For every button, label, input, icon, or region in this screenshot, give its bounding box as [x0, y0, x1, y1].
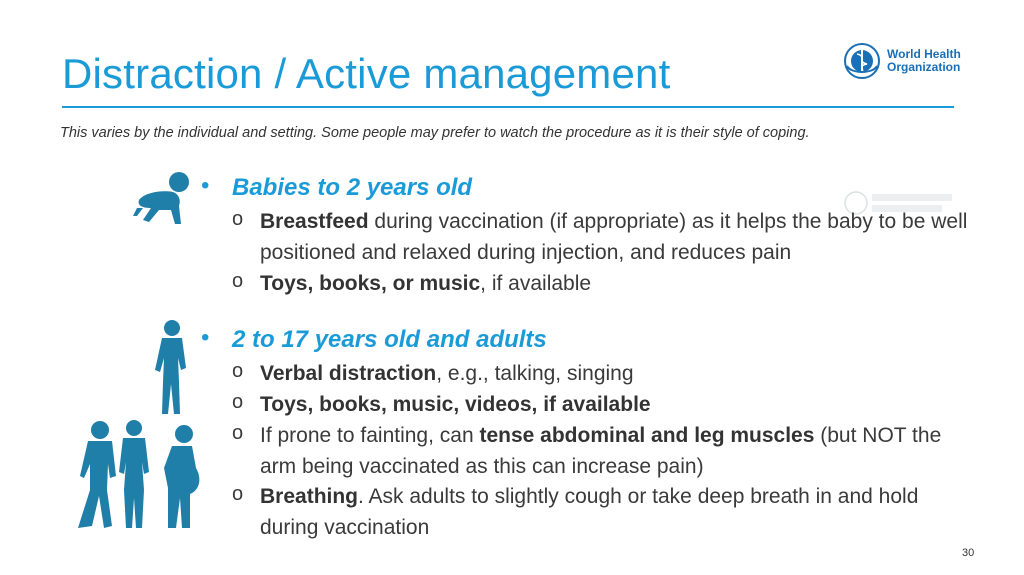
item-text: , if available — [480, 272, 592, 295]
list-marker: o — [232, 208, 244, 230]
section-2-heading: 2 to 17 years old and adults — [232, 326, 547, 353]
section-1-bullet: • — [201, 172, 210, 199]
section-1-heading: Babies to 2 years old — [232, 174, 473, 201]
item-text: , e.g., talking, singing — [436, 362, 634, 385]
item-bold: Breathing — [260, 485, 359, 508]
who-logo — [843, 42, 961, 80]
adults-group-silhouette-icon — [72, 418, 202, 533]
crawling-baby-icon — [133, 170, 197, 228]
item-bold: Toys, books, or music — [260, 272, 481, 295]
item-text: during vaccination (if appropriate) as it helps the baby to be well positioned and relaxed during injection, and reduces pain — [260, 210, 968, 264]
child-silhouette-icon — [150, 318, 190, 418]
list-marker: o — [232, 422, 244, 444]
title-underline — [62, 106, 954, 108]
page-title: Distraction / Active management — [62, 50, 671, 97]
who-logo-icon — [843, 42, 881, 80]
item-text-pre: If prone to fainting, can — [260, 424, 480, 447]
list-item — [232, 481, 972, 543]
list-marker: o — [232, 483, 244, 505]
list-item — [232, 420, 972, 482]
subtitle: This varies by the individual and setting. Some people may prefer to watch the procedure as it is their style of coping. — [60, 125, 810, 141]
who-logo-line2: Organization — [887, 60, 961, 74]
item-text: . Ask adults to slightly cough or take deep breath in and hold during vaccination — [260, 485, 919, 539]
list-item — [232, 358, 972, 389]
item-text: (but NOT the arm being vaccinated as this can increase pain) — [260, 424, 942, 478]
list-marker: o — [232, 391, 244, 413]
item-bold: Toys, books, music, videos, if available — [260, 393, 651, 416]
page-number: 30 — [962, 547, 975, 559]
who-logo-text — [887, 48, 961, 74]
list-marker: o — [232, 360, 244, 382]
item-bold: Verbal distraction — [260, 362, 437, 385]
section-2-bullet: • — [201, 324, 210, 351]
list-marker: o — [232, 270, 244, 292]
list-item — [232, 206, 972, 268]
list-item — [232, 268, 972, 299]
item-bold: Breastfeed — [260, 210, 369, 233]
who-logo-line1: World Health — [887, 47, 961, 61]
item-bold: tense abdominal and leg muscles — [479, 424, 815, 447]
list-item — [232, 389, 972, 420]
